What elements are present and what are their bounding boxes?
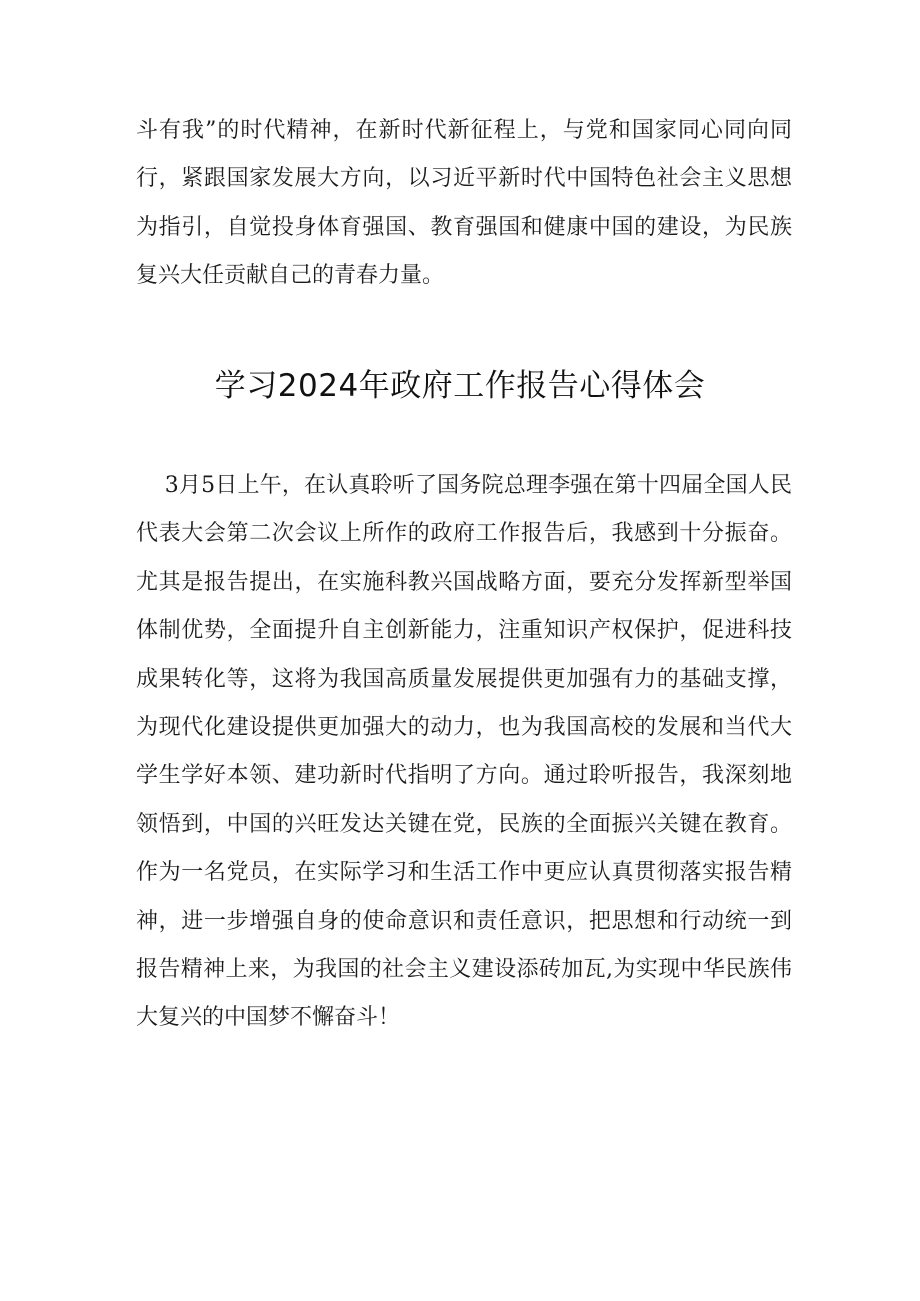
body-paragraph: 3月5日上午，在认真聆听了国务院总理李强在第十四届全国人民代表大会第二次会议上所作的政府工作报告后，我感到十分振奋。尤其是报告提出，在实施科教兴国战略方面，要充分发挥新型举国体制优势，全面提升自主创新能力，注重知识产权保护，促进科技成果转化等，这将为我国高质量发展提供更加强有力的基础支撑，为现代化建设提供更加强大的动力，也为我国高校的发展和当代大学生学好本领、建功新时代指明了方向。通过聆听报告，我深刻地领悟到，中国的兴旺发达关键在党，民族的全面振兴关键在教育。作为一名党员，在实际学习和生活工作中更应认真贯彻落实报告精神，进一步增强自身的使命意识和责任意识，把思想和行动统一到报告精神上来，为我国的社会主义建设添砖加瓦,为实现中华民族伟大复兴的中国梦不懈奋斗！ [136,473,792,1031]
page-title: 学习2024年政府工作报告心得体会 [214,368,706,404]
continuation-paragraph: 斗有我”的时代精神，在新时代新征程上，与党和国家同心同向同行，紧跟国家发展大方向，以习近平新时代中国特色社会主义思想为指引，自觉投身体育强国、教育强国和健康中国的建设，为民族复兴大任贡献自己的青春力量。 [136,118,792,289]
